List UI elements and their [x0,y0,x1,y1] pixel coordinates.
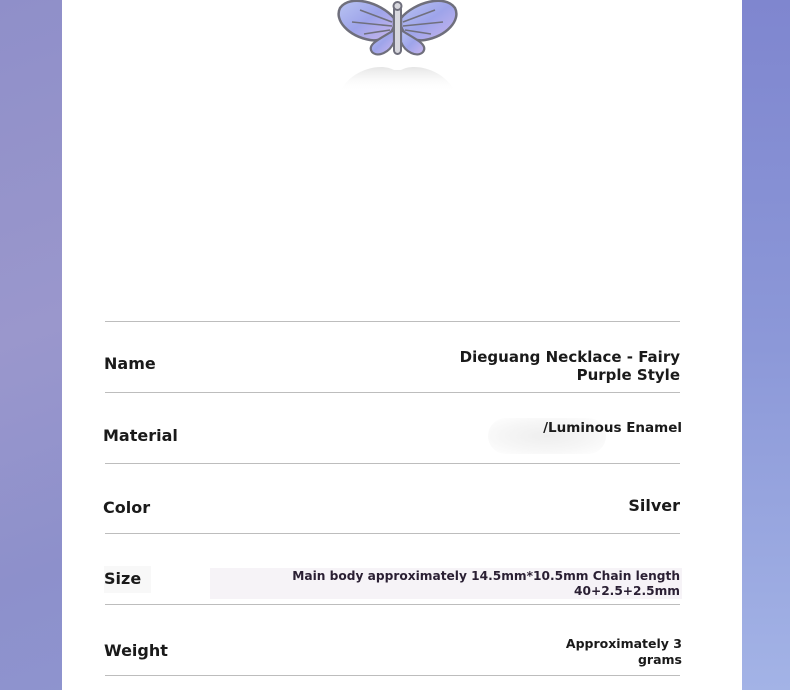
spec-value-color: Silver [628,496,680,515]
spec-value-size: Main body approximately 14.5mm*10.5mm Chain length 40+2.5+2.5mm [210,568,682,599]
spec-label-name: Name [104,354,156,373]
butterfly-pendant-image [330,0,465,95]
divider-name [105,392,680,393]
spec-label-weight: Weight [104,641,168,660]
spec-value-weight: Approximately 3 grams [565,636,682,667]
divider-size [105,604,680,605]
background-right-strip [742,0,790,690]
spec-value-name: Dieguang Necklace - Fairy Purple Style [459,348,680,384]
divider-weight [105,675,680,676]
spec-value-material: /Luminous Enamel [543,420,682,436]
divider-color [105,533,680,534]
spec-label-color: Color [103,498,151,517]
spec-label-size: Size [104,569,142,588]
divider-top [105,321,680,322]
spec-label-material: Material [103,426,178,445]
divider-material [105,463,680,464]
